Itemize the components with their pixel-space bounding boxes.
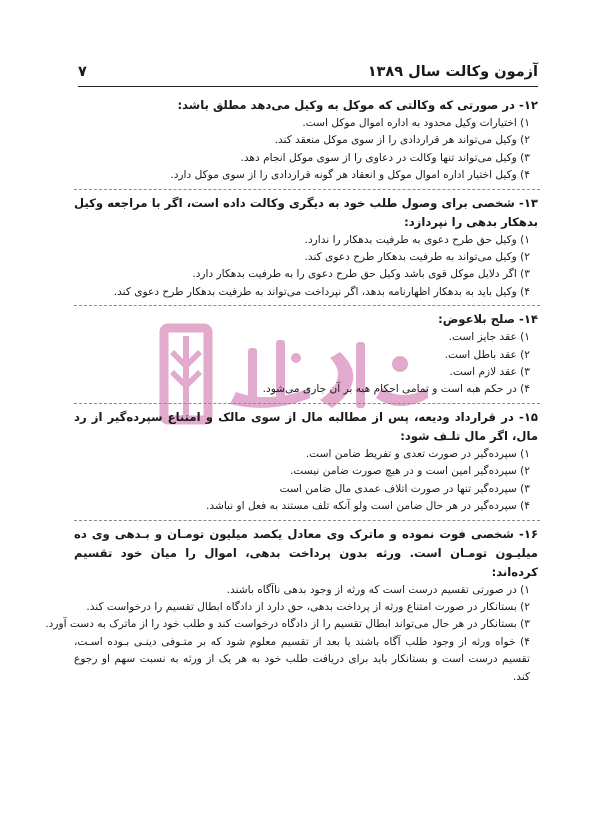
option-2: ۲) عقد باطل است. xyxy=(444,348,530,361)
option-3: ۳) وکیل می‌تواند تنها وکالت در دعاوی را از سوی موکل انجام دهد. xyxy=(240,151,530,164)
option-1: ۱) سپرده‌گیر در صورت تعدی و تفریط ضامن است. xyxy=(305,447,530,460)
question-14 xyxy=(74,310,540,399)
option-4: ۴) وکیل اختیار اداره اموال موکل و انعقاد هر گونه قراردادی را از سوی موکل دارد. xyxy=(170,169,530,182)
option-3: ۳) سپرده‌گیر تنها در صورت اتلاف عمدی مال ضامن است xyxy=(279,482,530,495)
question-divider xyxy=(74,403,540,404)
question-divider xyxy=(74,520,540,521)
option-1: ۱) اختیارات وکیل محدود به اداره اموال موکل است. xyxy=(302,117,530,129)
question-16 xyxy=(45,525,540,686)
option-2: ۲) سپرده‌گیر امین است و در هیچ صورت ضامن نیست. xyxy=(290,465,530,478)
options-list xyxy=(74,446,540,516)
option-4: ۴) در حکم هبه است و تمامی احکام هبه بر آن جاری می‌شود. xyxy=(262,383,530,396)
option-2: ۲) وکیل می‌تواند به طرفیت بدهکار طرح دعوی کند. xyxy=(304,251,530,264)
question-stem: ۱۴- صلح بلاعوض: xyxy=(438,312,538,327)
question-15 xyxy=(74,408,540,516)
page-header xyxy=(78,64,538,87)
option-4: ۴) سپرده‌گیر در هر حال ضامن است ولو آنکه تلف مستند به فعل او نباشد. xyxy=(206,500,530,513)
page-number: ۷ xyxy=(78,64,87,80)
option-2: ۲) بستانکار در صورت امتناع ورثه از پرداخت بدهی، حق دارد از دادگاه ابطال تقسیم را درخواست کند. xyxy=(86,600,530,613)
options-list xyxy=(74,329,540,399)
options-list xyxy=(74,115,540,185)
page-title: آزمون وکالت سال ۱۳۸۹ xyxy=(367,64,538,80)
option-1: ۱) در صورتی تقسیم درست است که ورثه از وجود بدهی ناآگاه باشند. xyxy=(226,583,530,596)
question-stem: ۱۳- شخصی برای وصول طلب خود به دیگری وکالت داده است، اگر با مراجعه وکیل بدهکار بدهی را نپردازد: xyxy=(74,195,538,229)
option-1: ۱) عقد جایز است. xyxy=(448,331,530,344)
option-4: ۴) خواه ورثه از وجود طلب آگاه باشند یا بعد از تقسیم معلوم شود که بر متـوفی دینـی بـوده اسـت، تقسیم درست است و بستانکار باید برای دریافت طلب خود به هر یک از ورثه به نسبت سهم او رجوع کند. xyxy=(74,635,530,683)
question-13 xyxy=(74,194,540,302)
option-3: ۳) بستانکار در هر حال می‌تواند ابطال تقسیم را از دادگاه درخواست کند و طلب خود را از ماترک به دست آورد. xyxy=(45,618,530,631)
question-stem: ۱۲- در صورتی که وکالتی که موکل به وکیل می‌دهد مطلق باشد: xyxy=(177,98,538,112)
option-3: ۳) عقد لازم است. xyxy=(449,366,530,379)
options-list xyxy=(74,232,540,302)
questions-container xyxy=(45,96,540,686)
option-3: ۳) اگر دلایل موکل قوی باشد وکیل حق طرح دعوی را به طرفیت بدهکار دارد. xyxy=(192,268,530,281)
options-list xyxy=(45,582,540,686)
option-1: ۱) وکیل حق طرح دعوی به طرفیت بدهکار را ندارد. xyxy=(304,233,530,246)
question-divider xyxy=(74,189,540,190)
option-4: ۴) وکیل باید به بدهکار اظهارنامه بدهد، اگر نپرداخت می‌تواند به طرفیت بدهکار طرح دعوی کند. xyxy=(113,285,530,298)
option-2: ۲) وکیل می‌تواند هر قراردادی را از سوی موکل منعقد کند. xyxy=(274,134,530,147)
question-stem: ۱۵- در قرارداد ودیعه، پس از مطالبه مال از سوی مالک و امتناع سپرده‌گیر از رد مال، اگر مال تلـف شود: xyxy=(74,409,538,443)
question-divider xyxy=(74,305,540,306)
question-12 xyxy=(74,96,540,185)
question-stem: ۱۶- شخصی فوت نموده و ماترک وی معادل یکصد میلیون تومـان و بـدهی وی ده میلیـون تومـان است. ورثه بدون پرداخت بدهی، اموال را میان خود تقسیم کرده‌اند: xyxy=(74,526,538,579)
